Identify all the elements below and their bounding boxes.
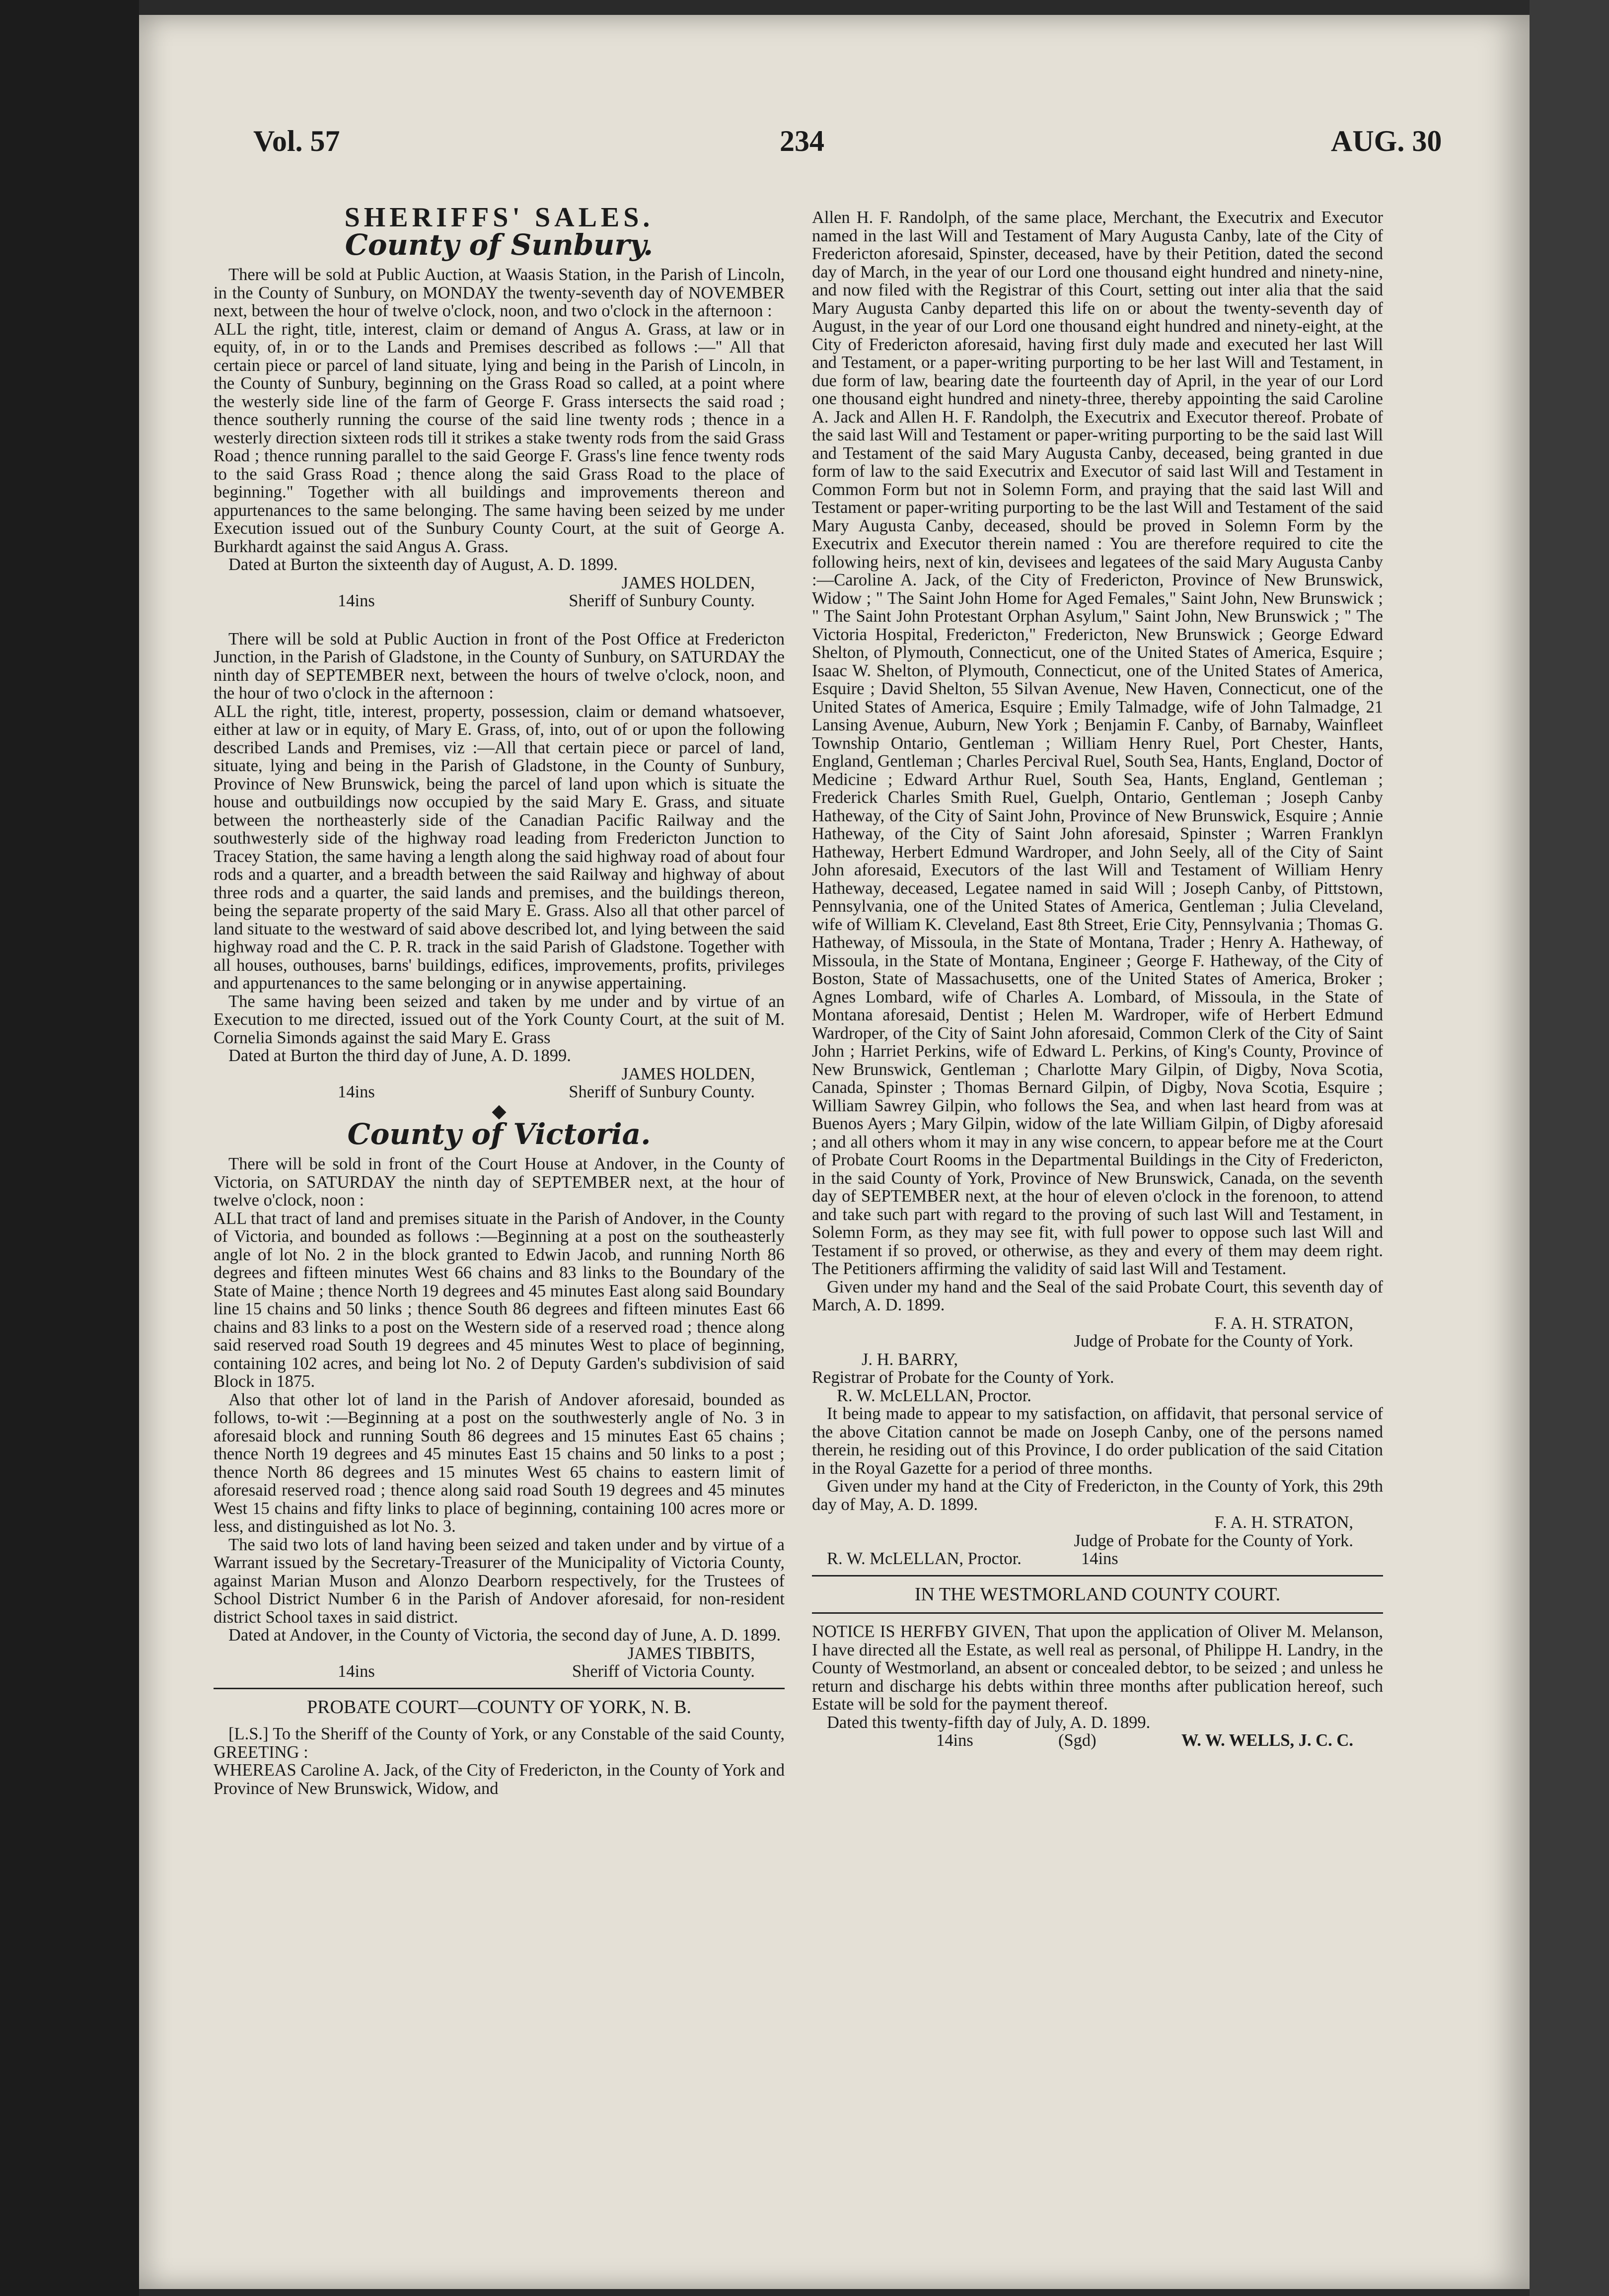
sale2-sheriff-role: Sheriff of Sunbury County. (569, 1082, 755, 1101)
sale3-intro: There will be sold in front of the Court House at Andover, in the County of Victoria, on SATURDAY the ninth day of SEPTEMBER next, at the hour of twelve o'clock, noon : (214, 1154, 785, 1210)
sale3-lot2: Also that other lot of land in the Parish of Andover aforesaid, bounded as follows, to-wit :—Beginning at a post on the southwesterly angle of No. 3 in aforesaid block and running South 86 degrees and 15 minutes East 65 chains ; thence North 19 degrees and 45 minutes East 15 chains and 50 links to a post ; thence North 86 degrees and 15 minutes West 65 chains to eastern limit of aforesaid reserved road ; thence along said road South 19 degrees and 45 minutes West 15 chains and fifty links to place of beginning, containing 100 acres more or less, and distinguished as lot No. 3. (214, 1390, 785, 1536)
sale2-sheriff-name: JAMES HOLDEN, (621, 1064, 755, 1083)
probate-heading: PROBATE COURT—COUNTY OF YORK, N. B. (307, 1696, 691, 1718)
sale3-seizure: The said two lots of land having been seized and taken under and by virtue of a Warrant issued by the Secretary-Treasurer of the Municipality of Victoria County, against Marian Muson and Alonzo Dearborn respectively, for the Trustees of School District Number 6 in the Parish of Andover aforesaid, for non-resident district School taxes in said district. (214, 1535, 785, 1627)
westmorland-heading: IN THE WESTMORLAND COUNTY COURT. (914, 1583, 1281, 1605)
registrar-name: J. H. BARRY, (862, 1350, 958, 1369)
sale2-intro: There will be sold at Public Auction in front of the Post Office at Fredericton Junction, in the Parish of Gladstone, in the County of Sunbury, on SATURDAY the ninth day of SEPTEMBER next, between the hours of twelve o'clock, noon, and the hour of two o'clock in the afternoon : (214, 629, 785, 703)
proctor-2-row (812, 1550, 1383, 1568)
sale2-description: ALL the right, title, interest, property, possession, claim or demand whatsoever, either at law or in equity, of Mary E. Grass, of, into, out of or upon the following described Lands and Premises, viz :—All that certain piece or parcel of land, situate, lying and being in the Parish of Gladstone, in the County of Sunbury, Province of New Brunswick, being the parcel of land upon which is situate the house and outbuildings now occupied by the said Mary E. Grass, and situate between the northeasterly side of the Canadian Pacific Railway and the southwesterly side of the highway road leading from Fredericton Junction to Tracey Station, the same having a length along the said highway road of about four rods and a quarter, and a breadth between the said Railway and highway of about three rods and a quarter, the said lands and premises, and the buildings thereon, being the separate property of the said Mary E. Grass. Also all that other parcel of land situate to the westward of said above described lot, and lying between the said highway road and the C. P. R. track in the said Parish of Gladstone. Together with all houses, outhouses, barns' buildings, edifices, improvements, profits, privileges and appurtenances to the same belonging or in anywise appertaining. (214, 702, 785, 993)
westmorland-signature: W. W. WELLS, J. C. C. (1181, 1731, 1353, 1750)
registrar-role: Registrar of Probate for the County of York. (812, 1368, 1114, 1387)
left-column (214, 202, 785, 1798)
probate-address: [L.S.] To the Sheriff of the County of York, or any Constable of the said County, GREETING : (214, 1724, 785, 1762)
probate-given: Given under my hand and the Seal of the said Probate Court, this seventh day of March, A. D. 1899. (812, 1277, 1383, 1314)
sale1-description: ALL the right, title, interest, claim or demand of Angus A. Grass, at law or in equity, of, in or to the Lands and Premises described as follows :—" All that certain piece or parcel of land situate, lying and being in the Parish of Lincoln, in the County of Sunbury, beginning on the Grass Road so called, at a point where the westerly side line of the farm of George F. Grass intersects the said road ; thence southerly running the course of the said line twenty rods ; thence in a westerly direction sixteen rods till it strikes a stake twenty rods from the said Grass Road ; thence running parallel to the said George F. Grass's line fence twenty rods to the said Grass Road ; thence along the said Grass Road to the place of beginning." Together with all buildings and improvements thereon and appurtenances to the same belonging. The same having been seized by me under Execution issued out of the Sunbury County Court, at the suit of George A. Burkhardt against the said Angus A. Grass. (214, 319, 785, 556)
section-divider (214, 1688, 785, 1689)
volume-label: Vol. 57 (253, 125, 340, 157)
book-spine (0, 0, 139, 2296)
section-divider-right (812, 1575, 1383, 1577)
publication-order: It being made to appear to my satisfaction, on affidavit, that personal service of the above Citation cannot be made on Joseph Canby, one of the persons named therein, he residing out of this Province, I do order publication of the said Citation in the Royal Gazette for a period of three months. (812, 1404, 1383, 1478)
order-given: Given under my hand at the City of Fredericton, in the County of York, this 29th day of May, A. D. 1899. (812, 1477, 1383, 1514)
gazette-page (139, 15, 1530, 2289)
proctor-1: R. W. McLELLAN, Proctor. (837, 1386, 1031, 1405)
sale2-seizure: The same having been seized and taken by me under and by virtue of an Execution to me directed, issued out of the York County Court, at the suit of M. Cornelia Simonds against the said Mary E. Grass (214, 992, 785, 1047)
sale3-signature-row (214, 1662, 785, 1681)
spacer (214, 610, 785, 630)
issue-date: AUG. 30 (1331, 125, 1442, 157)
section-divider-right-2 (812, 1612, 1383, 1614)
sale1-sheriff-name: JAMES HOLDEN, (621, 573, 755, 592)
probate-citation-body: Allen H. F. Randolph, of the same place, Merchant, the Executrix and Executor named in the last Will and Testament of Mary Augusta Canby, late of the City of Fredericton aforesaid, Spinster, deceased, have by their Petition, dated the second day of March, in the year of our Lord one thousand eight hundred and ninety-nine, and now filed with the Registrar of this Court, setting out inter alia that the said Mary Augusta Canby departed this life on or about the twenty-seventh day of August, in the year of our Lord one thousand eight hundred and ninety-eight, at the City of Fredericton aforesaid, having first duly made and executed her last Will and Testament, or a paper-writing purporting to be her last Will and Testament, in due form of law, bearing date the fourteenth day of April, in the year of our Lord one thousand eight hundred and ninety-three, thereby appointing the said Caroline A. Jack and Allen H. F. Randolph, the Executrix and Executor thereof. Probate of the said last Will and Testament or paper-writing purporting to be the said last Will and Testament of the said Mary Augusta Canby, deceased, being granted in due form of law to the said Executrix and Executor of said last Will and Testament in Common Form but not in Solemn Form, and praying that the said last Will and Testament or paper-writing purporting to be the last Will and Testament of the said Mary Augusta Canby, deceased, should be proved in Solemn Form by the Executrix and Executor therein named : You are therefore required to cite the following heirs, next of kin, devisees and legatees of the said Mary Augusta Canby :—Caroline A. Jack, of the City of Fredericton, Province of New Brunswick, Widow ; " The Saint John Home for Aged Females," Saint John, New Brunswick ; " The Saint John Protestant Orphan Asylum," Saint John, New Brunswick ; " The Victoria Hospital, Fredericton," Fredericton, New Brunswick ; George Edward Shelton, of Plymouth, Connecticut, one of the United States of America, Esquire ; Isaac W. Shelton, of Plymouth, Connecticut, one of the United States of America, Esquire ; David Shelton, 55 Silvan Avenue, New Haven, Connecticut, one of the United States of America, Esquire ; Emily Talmadge, wife of John Talmadge, 21 Lansing Avenue, Auburn, New York ; Benjamin F. Canby, of Barnaby, Wainfleet Township Ontario, Gentleman ; William Henry Ruel, Port Chester, Hants, England, Gentleman ; Charles Percival Ruel, South Sea, Hants, England, Doctor of Medicine ; Edward Arthur Ruel, South Sea, Hants, England, Gentleman ; Frederick Charles Smith Ruel, Guelph, Ontario, Gentleman ; Joseph Canby Hatheway, of the City of Saint John, Province of New Brunswick, Esquire ; Annie Hatheway, of the City of Saint John aforesaid, Spinster ; Warren Franklyn Hatheway, Herbert Edmund Wardroper, and John Seely, all of the City of Saint John aforesaid, Executors of the last Will and Testament of William Henry Hatheway, deceased, Legatee named in said Will ; Joseph Canby, of Pittstown, Pennsylvania, one of the United States of America, Gentleman ; Julia Cleveland, wife of William K. Cleveland, East 8th Street, Erie City, Pennsylvania ; Thomas G. Hatheway, of Missoula, in the State of Montana, Trader ; Henry A. Hatheway, of Missoula, in the State of Montana, Engineer ; George F. Hatheway, of the City of Boston, State of Massachusetts, one of the United States of America, Broker ; Agnes Lombard, wife of Charles A. Lombard, of Missoula, in the State of Montana aforesaid, Dentist ; Helen M. Wardroper, wife of Herbert Edmund Wardroper, of the City of Saint John aforesaid, Common Clerk of the City of Saint John ; Harriet Perkins, wife of Edward L. Perkins, of King's County, Province of New Brunswick, Gentleman ; Charlotte Mary Gilpin, of Digby, Nova Scotia, Canada, Spinster ; Thomas Bernard Gilpin, of Digby, Nova Scotia, Esquire ; William Sawrey Gilpin, who follows the Sea, and when last heard from was at Buenos Ayers ; Mary Gilpin, widow of the late William Gilpin, of Digby aforesaid ; and all others whom it may in any wise concern, to appear before me at the Court of Probate Court Rooms in the Departmental Buildings in the City of Fredericton, in the said County of York, Province of New Brunswick, Canada, on the seventh day of SEPTEMBER next, at the hour of eleven o'clock in the forenoon, to attend and take such part with regard to the proving of such last Will and Testament, in Solemn Form, as they may see fit, with full power to oppose such last Will and Testament if so proved, or otherwise, as they and every of them may deem right. The Petitioners affirming the validity of said last Will and Testament. (812, 208, 1383, 1278)
sale3-insertions: 14ins (338, 1662, 375, 1681)
judge-name-1: F. A. H. STRATON, (1214, 1313, 1353, 1333)
sale1-insertions: 14ins (338, 591, 375, 610)
proctor-2-insertions: 14ins (1081, 1549, 1118, 1568)
sale1-sheriff-role: Sheriff of Sunbury County. (569, 591, 755, 610)
sale2-signature-row (214, 1083, 785, 1101)
divider-ornament: ◆ (492, 1100, 507, 1122)
westmorland-signature-row (812, 1731, 1383, 1750)
westmorland-notice: NOTICE IS HERFBY GIVEN, That upon the application of Oliver M. Melanson, I have directed all the Estate, as well real as personal, of Philippe H. Landry, in the County of Westmorland, an absent or concealed debtor, to be seized ; and unless he return and discharge his debts within three months after publication hereof, such Estate will be sold for the payment thereof. (812, 1622, 1383, 1714)
sale3-sheriff-name: JAMES TIBBITS, (627, 1644, 755, 1663)
right-column (812, 209, 1383, 1750)
county-heading-sunbury: County of Sunbury. (345, 227, 654, 262)
judge-name-2: F. A. H. STRATON, (1214, 1513, 1353, 1532)
sale2-dated: Dated at Burton the third day of June, A. D. 1899. (228, 1046, 571, 1065)
page-edge (1530, 0, 1609, 2296)
westmorland-insertions: 14ins (936, 1731, 973, 1750)
sale3-lot1: ALL that tract of land and premises situate in the Parish of Andover, in the County of Victoria, and bounded as follows :—Beginning at a post on the southeasterly angle of lot No. 2 in the block granted to Edwin Jacob, and running North 86 degrees and fifteen minutes West 66 chains and 83 links to the Boundary of the State of Maine ; thence North 19 degrees and 45 minutes East along said Boundary line 15 chains and 50 links ; thence South 86 degrees and fifteen minutes East 66 chains and 83 links to a post on the Western side of a reserved road ; thence along said reserved road South 19 degrees and 45 minutes West to place of beginning, containing 102 acres, and being lot No. 2 of Deputy Garden's subdivision of said Block in 1875. (214, 1209, 785, 1391)
westmorland-dated: Dated this twenty-fifth day of July, A. D. 1899. (827, 1713, 1151, 1732)
judge-role-2: Judge of Probate for the County of York. (1074, 1531, 1353, 1550)
sale2-insertions: 14ins (338, 1082, 375, 1101)
page-number: 234 (780, 125, 824, 157)
sale1-signature-row (214, 592, 785, 610)
county-heading-victoria: County of Victoria. (347, 1117, 651, 1151)
judge-role-1: Judge of Probate for the County of York. (1074, 1332, 1353, 1351)
sale3-dated: Dated at Andover, in the County of Victoria, the second day of June, A. D. 1899. (228, 1626, 781, 1645)
sale3-sheriff-role: Sheriff of Victoria County. (572, 1662, 755, 1681)
probate-whereas: WHEREAS Caroline A. Jack, of the City of Fredericton, in the County of York and Province of New Brunswick, Widow, and (214, 1761, 785, 1798)
section-title: SHERIFFS' SALES. (344, 202, 654, 233)
westmorland-sgd: (Sgd) (1058, 1731, 1097, 1750)
sale1-intro: There will be sold at Public Auction, at Waasis Station, in the Parish of Lincoln, in the County of Sunbury, on MONDAY the twenty-seventh day of NOVEMBER next, between the hour of twelve o'clock, noon, and two o'clock in the afternoon : (214, 265, 785, 320)
sale1-dated: Dated at Burton the sixteenth day of August, A. D. 1899. (228, 555, 618, 574)
proctor-2: R. W. McLELLAN, Proctor. (827, 1549, 1022, 1568)
